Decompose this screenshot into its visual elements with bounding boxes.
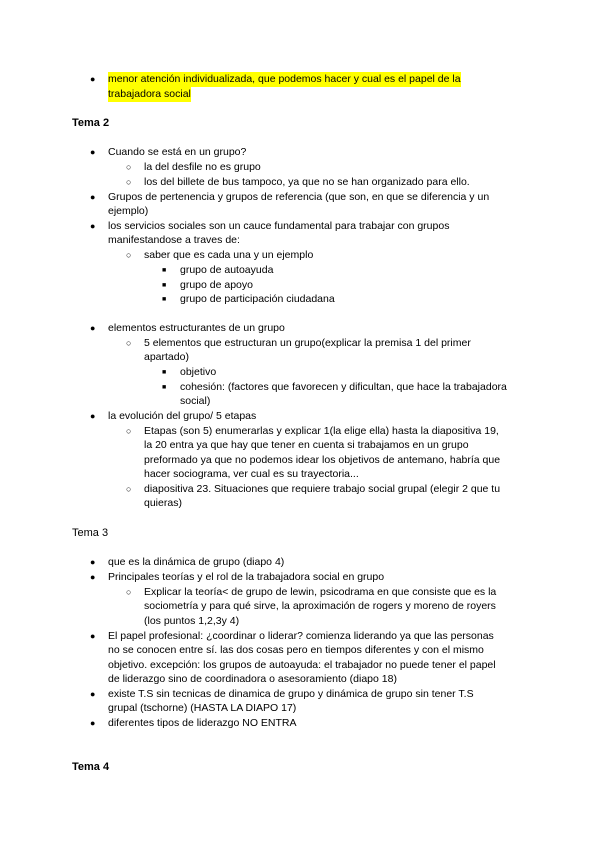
liderazgo-item: diferentes tipos de liderazgo NO ENTRA <box>108 717 297 729</box>
existe-line-1: existe T.S sin tecnicas de dinamica de grupo y dinámica de grupo sin tener T.S <box>108 688 474 700</box>
bullet-circle: ○ <box>126 177 132 187</box>
existe-line-2: grupal (tschorne) (HASTA LA DIAPO 17) <box>108 702 297 714</box>
diapo23-line-2: quieras) <box>144 497 182 509</box>
papel-line-3: objetivo. excepción: los grupos de autoayuda: el trabajador no puede tener el papel <box>108 659 496 671</box>
bullet-disc: ● <box>90 572 96 582</box>
autoayuda-item: grupo de autoayuda <box>180 264 274 276</box>
bullet-disc: ● <box>90 631 96 641</box>
bullet-disc: ● <box>90 411 96 421</box>
tema3-heading: Tema 3 <box>72 527 109 539</box>
bullet-circle: ○ <box>126 426 132 436</box>
apoyo-item: grupo de apoyo <box>180 279 253 291</box>
bullet-disc: ● <box>90 192 96 202</box>
bullet-disc: ● <box>90 74 96 84</box>
bullet-circle: ○ <box>126 484 132 494</box>
grupo-question: Cuando se está en un grupo? <box>108 146 247 158</box>
bullet-square: ■ <box>162 267 167 274</box>
cohesion-line-2: social) <box>180 395 211 407</box>
evolucion-item: la evolución del grupo/ 5 etapas <box>108 410 257 422</box>
explicar-line-3: (los puntos 1,2,3y 4) <box>144 615 240 627</box>
cinco-line-2: apartado) <box>144 351 189 363</box>
bullet-circle: ○ <box>126 587 132 597</box>
bullet-disc: ● <box>90 323 96 333</box>
bullet-disc: ● <box>90 557 96 567</box>
bullet-square: ■ <box>162 296 167 303</box>
bullet-disc: ● <box>90 689 96 699</box>
etapas-line-2: la 20 entra ya que hay que tener en cuenta si trabajamos en un grupo <box>144 439 469 451</box>
servicios-line-1: los servicios sociales son un cauce fundamental para trabajar con grupos <box>108 220 450 232</box>
bullet-circle: ○ <box>126 250 132 260</box>
desfile-item: la del desfile no es grupo <box>144 161 261 173</box>
participacion-item: grupo de participación ciudadana <box>180 293 335 305</box>
saber-item: saber que es cada una y un ejemplo <box>144 249 314 261</box>
bullet-square: ■ <box>162 282 167 289</box>
bullet-square: ■ <box>162 369 167 376</box>
intro-line-1: menor atención individualizada, que podemos hacer y cual es el papel de la <box>108 73 461 85</box>
papel-line-4: de liderazgo sino de coordinadora o asesoramiento (diapo 18) <box>108 673 397 685</box>
dinamica-item: que es la dinámica de grupo (diapo 4) <box>108 556 285 568</box>
billete-item: los del billete de bus tampoco, ya que no se han organizado para ello. <box>144 176 470 188</box>
tema4-heading: Tema 4 <box>72 761 110 773</box>
bullet-square: ■ <box>162 384 167 391</box>
tema2-heading: Tema 2 <box>72 117 110 129</box>
etapas-line-4: hacer sociograma, ver cual es su trayectoria... <box>144 468 359 480</box>
cohesion-line-1: cohesión: (factores que favorecen y dificultan, que hace la trabajadora <box>180 381 507 393</box>
bullet-disc: ● <box>90 147 96 157</box>
pertenencia-line-1: Grupos de pertenencia y grupos de referencia (que son, en que se diferencia y un <box>108 191 490 203</box>
papel-line-2: no se conocen entre sí. las dos cosas pero en tiempos diferentes y con el mismo <box>108 644 484 656</box>
bullet-circle: ○ <box>126 162 132 172</box>
teorias-item: Principales teorías y el rol de la trabajadora social en grupo <box>108 571 385 583</box>
diapo23-line-1: diapositiva 23. Situaciones que requiere trabajo social grupal (elegir 2 que tu <box>144 483 501 495</box>
servicios-line-2: manifestandose a traves de: <box>108 234 240 246</box>
intro-line-2: trabajadora social <box>108 88 191 100</box>
bullet-circle: ○ <box>126 338 132 348</box>
etapas-line-3: preformado ya que no podemos idear los objetivos de antemano, habría que <box>144 454 501 466</box>
bullet-disc: ● <box>90 718 96 728</box>
cinco-line-1: 5 elementos que estructuran un grupo(explicar la premisa 1 del primer <box>144 337 471 349</box>
pertenencia-line-2: ejemplo) <box>108 205 149 217</box>
bullet-disc: ● <box>90 221 96 231</box>
objetivo-item: objetivo <box>180 366 217 378</box>
etapas-line-1: Etapas (son 5) enumerarlas y explicar 1(la elige ella) hasta la diapositiva 19, <box>144 425 499 437</box>
explicar-line-2: sociometría y para qué sirve, la aproximación de rogers y moreno de royers <box>144 600 496 612</box>
elementos-item: elementos estructurantes de un grupo <box>108 322 285 334</box>
papel-line-1: El papel profesional: ¿coordinar o liderar? comienza liderando ya que las personas <box>108 630 494 642</box>
explicar-line-1: Explicar la teoría< de grupo de lewin, psicodrama en que consiste que es la <box>144 586 497 598</box>
